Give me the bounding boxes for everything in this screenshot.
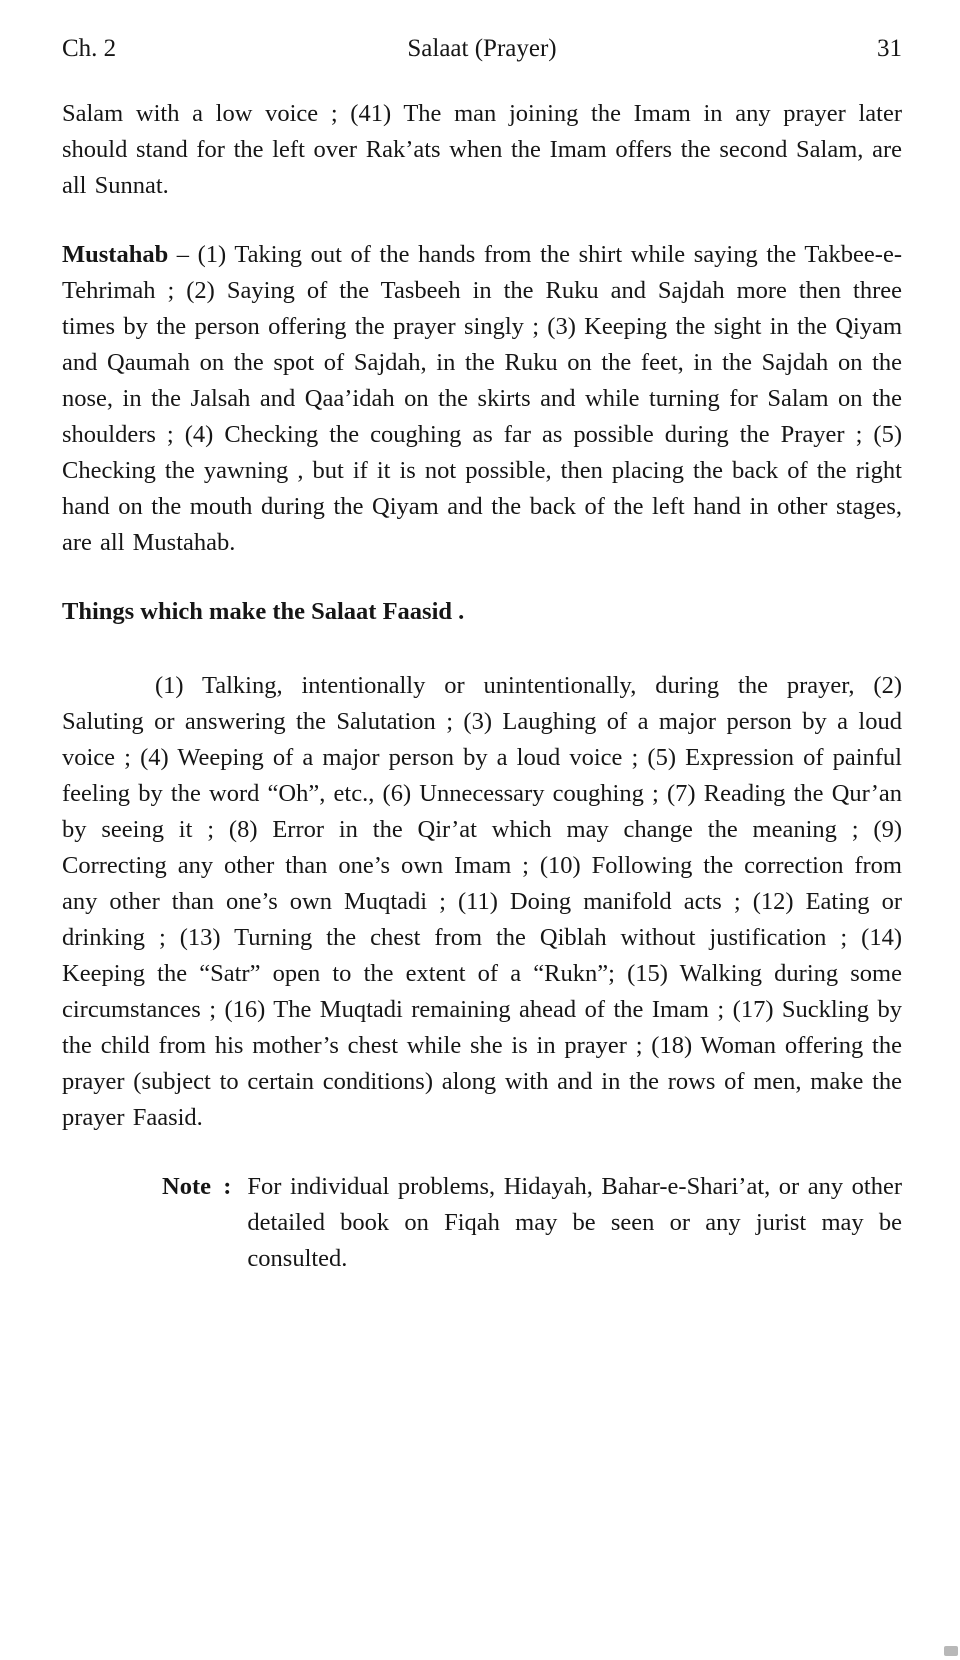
paragraph-mustahab [62, 237, 902, 561]
mustahab-body-text: – (1) Taking out of the hands from the shirt while saying the Takbee-e-Tehrimah ; (2) Saying of the Tasbeeh in the Ruku and Sajdah more then three times by the person offering the prayer singly ; (3) Keeping the sight in the Qiyam and Qaumah on the spot of Sajdah, in the Ruku on the feet, in the Sajdah on the nose, in the Jalsah and Qaa’idah on the skirts and while turning for Salam on the shoulders ; (4) Checking the coughing as far as possible during the Prayer ; (5) Checking the yawning , but if it is not possible, then placing the back of the right hand on the mouth during the Qiyam and the back of the left hand in other stages, are all Mustahab. [62, 241, 902, 556]
note-label-word: Note [162, 1173, 211, 1200]
page-header [62, 34, 902, 64]
mustahab-lead: Mustahab [62, 241, 169, 268]
section-heading-faasid: Things which make the Salaat Faasid . [62, 598, 465, 625]
scan-artifact [944, 1646, 958, 1656]
paragraph-salam-sunnat: Salam with a low voice ; (41) The man joining the Imam in any prayer later should stand for the left over Rak’ats when the Imam offers the second Salam, are all Sunnat. [62, 100, 902, 199]
note-colon: : [223, 1173, 232, 1200]
note-block [162, 1169, 902, 1277]
page-number: 31 [877, 35, 902, 62]
note-label [162, 1169, 231, 1277]
page-title: Salaat (Prayer) [407, 35, 557, 62]
paragraph-faasid-list: (1) Talking, intentionally or unintentionally, during the prayer, (2) Saluting or answering the Salutation ; (3) Laughing of a major person by a loud voice ; (4) Weeping of a major person by a loud voice ; (5) Expression of painful feeling by the word “Oh”, etc., (6) Unnecessary coughing ; (7) Reading the Qur’an by seeing it ; (8) Error in the Qir’at which may change the meaning ; (9) Correcting any other than one’s own Imam ; (10) Following the correction from any other than one’s own Muqtadi ; (11) Doing manifold acts ; (12) Eating or drinking ; (13) Turning the chest from the Qiblah without justification ; (14) Keeping the “Satr” open to the extent of a “Rukn”; (15) Walking during some circumstances ; (16) The Muqtadi remaining ahead of the Imam ; (17) Suckling by the child from his mother’s chest while she is in prayer ; (18) Woman offering the prayer (subject to certain conditions) along with and in the rows of men, make the prayer Faasid. [62, 672, 902, 1131]
chapter-label: Ch. 2 [62, 35, 117, 62]
note-text: For individual problems, Hidayah, Bahar-e-Shari’at, or any other detailed book on Fiqah may be seen or any jurist may be consulted. [247, 1173, 902, 1272]
